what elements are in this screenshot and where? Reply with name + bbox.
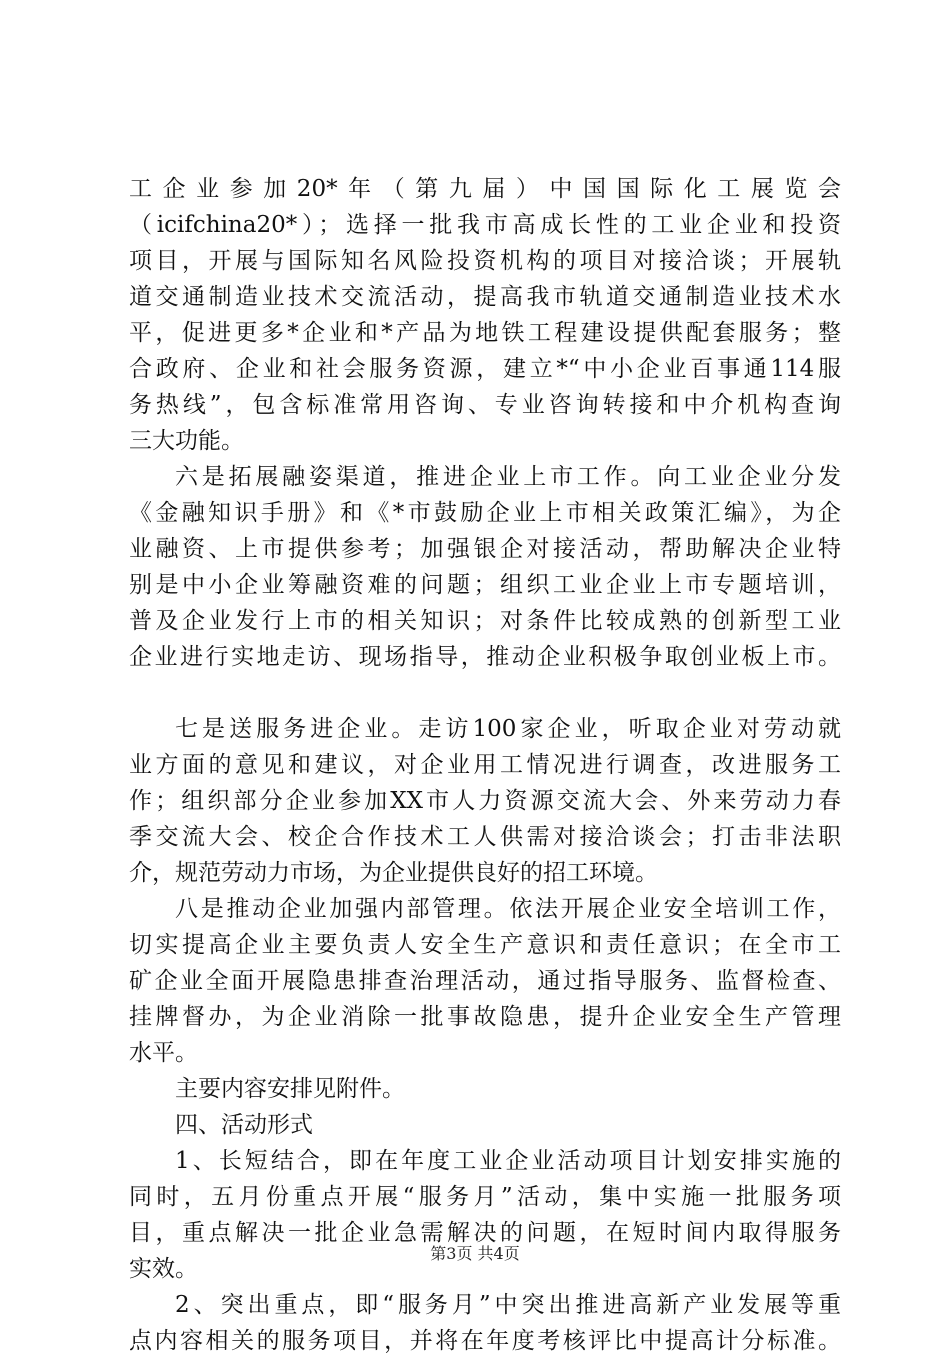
text-line: 挂牌督办，为企业消除一批事故隐患，提升企业安全生产管理 (129, 1004, 841, 1030)
paragraph-first-line: 主要内容安排见附件。 (175, 1076, 405, 1102)
paragraph-first-line: 七是送服务进企业。走访100家企业，听取企业对劳动就 (175, 716, 841, 742)
text-line: （icifchina20*）；选择一批我市高成长性的工业企业和投资 (129, 212, 841, 238)
text-line: 同时，五月份重点开展“服务月”活动，集中实施一批服务项 (129, 1184, 841, 1210)
section-heading: 四、活动形式 (175, 1112, 313, 1138)
text-line: 目，重点解决一批企业急需解决的问题，在短时间内取得服务 (129, 1220, 841, 1246)
text-line: 项目，开展与国际知名风险投资机构的项目对接洽谈；开展轨 (129, 248, 841, 274)
text-line: 介，规范劳动力市场，为企业提供良好的招工环境。 (129, 860, 658, 886)
document-body (129, 171, 841, 1359)
text-line: 点内容相关的服务项目，并将在年度考核评比中提高计分标准。 (129, 1328, 841, 1354)
text-line: 务热线”，包含标准常用咨询、专业咨询转接和中介机构查询 (129, 392, 841, 418)
paragraph-first-line: 六是拓展融姿渠道，推进企业上市工作。向工业企业分发 (175, 464, 841, 490)
text-line: 平，促进更多*企业和*产品为地铁工程建设提供配套服务；整 (129, 320, 841, 346)
text-line: 业方面的意见和建议，对企业用工情况进行调查，改进服务工 (129, 752, 841, 778)
text-line: 季交流大会、校企合作技术工人供需对接洽谈会；打击非法职 (129, 824, 841, 850)
text-line: 别是中小企业筹融资难的问题；组织工业企业上市专题培训， (129, 572, 841, 598)
text-line: 矿企业全面开展隐患排查治理活动，通过指导服务、监督检查、 (129, 968, 841, 994)
text-line: 水平。 (129, 1040, 198, 1066)
text-line: 企业进行实地走访、现场指导，推动企业积极争取创业板上市。 (129, 644, 841, 670)
text-line: 实效。 (129, 1256, 198, 1282)
text-line: 普及企业发行上市的相关知识；对条件比较成熟的创新型工业 (129, 608, 841, 634)
page-number-footer: 第3页 共4页 (430, 1244, 520, 1263)
paragraph-first-line: 八是推动企业加强内部管理。依法开展企业安全培训工作， (175, 896, 841, 922)
text-line: 切实提高企业主要负责人安全生产意识和责任意识；在全市工 (129, 932, 841, 958)
paragraph-first-line: 1、长短结合，即在年度工业企业活动项目计划安排实施的 (175, 1148, 841, 1174)
text-line: 合政府、企业和社会服务资源，建立*“中小企业百事通114服 (129, 356, 841, 382)
paragraph-first-line: 2、突出重点，即“服务月”中突出推进高新产业发展等重 (175, 1292, 841, 1318)
text-line: 三大功能。 (129, 428, 244, 454)
text-line: 《金融知识手册》和《*市鼓励企业上市相关政策汇编》，为企 (129, 500, 841, 526)
text-line: 业融资、上市提供参考；加强银企对接活动，帮助解决企业特 (129, 536, 841, 562)
text-line: 作；组织部分企业参加XX市人力资源交流大会、外来劳动力春 (129, 788, 841, 814)
text-line: 道交通制造业技术交流活动，提高我市轨道交通制造业技术水 (129, 284, 841, 310)
text-line: 工企业参加20*年（第九届）中国国际化工展览会 (129, 176, 841, 202)
